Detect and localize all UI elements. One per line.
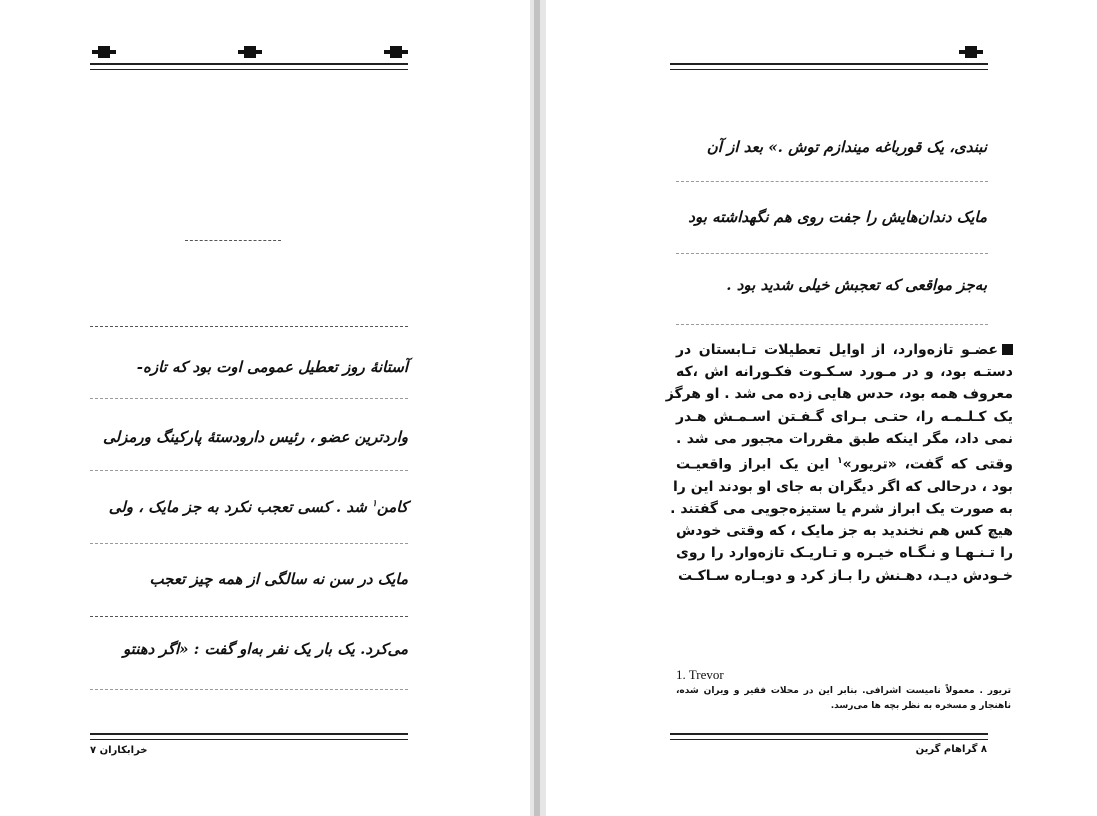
header-rule [670, 63, 988, 65]
text-segment: این یک ابراز واقعیـت [676, 456, 838, 473]
footer-rule [670, 733, 988, 735]
line-rule [90, 543, 408, 544]
body-line [676, 450, 1013, 476]
body-line: دستـه بود، و در مـورد سـکـوت فکـورانه اش ،که [676, 364, 1013, 381]
line-rule [676, 253, 988, 254]
body-line: را تـنـهـا و نـگـاه خیـره و تـاریـک تازه‌وارد را روی [676, 545, 1013, 562]
ornament-icon [238, 46, 262, 58]
right-page [546, 0, 1097, 816]
body-line: خـودش دیـد، دهـنش را بـاز کرد و دوبـاره سـاکـت [678, 567, 1013, 584]
separator [185, 240, 281, 241]
left-page [0, 0, 530, 816]
ornament-icon [384, 46, 408, 58]
text-line: واردترین عضو ، رئیس دارودستۀ پارکینگ ورمزلی [103, 428, 408, 446]
footer-rule [90, 739, 408, 740]
page-footer: خرابکاران ۷ [90, 745, 148, 756]
footnote-marker: ۱ [371, 499, 377, 509]
line-rule [90, 398, 408, 399]
text-line [109, 498, 408, 516]
footnote-text: تریور . معمولاً نامیست اشرافی. بنابر این در محلات فقیر و ویران شده، ناهنجار و مسخره به نظر بچه ها می‌رسد. [676, 686, 1011, 711]
page-divider [534, 0, 540, 816]
body-paragraph [665, 339, 1013, 587]
line-rule [90, 616, 408, 617]
line-rule [90, 326, 408, 327]
text-segment: شد . کسی تعجب نکرد به‌ جز مایک ، ولی [108, 498, 372, 516]
footnote-label: 1. Trevor [676, 667, 724, 682]
text-line: مایک در سن نه سالگی از همه‌ چیز تعجب [149, 570, 408, 588]
body-line [676, 339, 1013, 361]
ornament-icon [959, 46, 983, 58]
ornament-icon [92, 46, 116, 58]
footer-rule [670, 739, 988, 740]
header-rule [90, 69, 408, 70]
header-rule [90, 63, 408, 65]
body-line: معروف همه‌ بود، حدس هایی زده می شد . او هرگز [665, 386, 1013, 403]
body-line: نمی داد، مگر اینکه طبق مقررات مجبور می شد . [676, 430, 1013, 447]
text-segment: وقتی که گفت، «تریور» [842, 456, 1013, 473]
line-rule [90, 470, 408, 471]
line-rule [676, 181, 988, 182]
footnote-marker: ۱ [837, 456, 843, 467]
line-rule [90, 689, 408, 690]
text-segment: کامن [376, 498, 408, 516]
body-line: به‌ صورت یک ابراز شرم یا ستیزه‌جویی می گفتند . [670, 501, 1013, 518]
footer-rule [90, 733, 408, 735]
body-line: هیچ کس هم نخندید به جز مایک ، که وقتی خودش [676, 523, 1013, 540]
text-line: مایک دندان‌هایش را جفت روی هم نگهداشته بود [688, 208, 987, 226]
text-segment: عضـو تازه‌وارد، از اوایل تعطیلات تـابستان در [676, 342, 998, 358]
text-line: آستانۀ روز تعطیل عمومی اوت بود که تازه‌- [136, 358, 408, 376]
text-line: نبندی، یک قورباغه میندازم توش .» بعد از آن [706, 138, 987, 156]
text-line: به‌جز مواقعی که تعجبش خیلی شدید بود . [726, 276, 987, 294]
body-line: بود ، درحالی که اگر دیگران به جای او بودند این را [673, 478, 1013, 495]
body-line: یک کـلـمـه را، حتـی بـرای گـفـتن اسـمـش هـدر [676, 408, 1013, 425]
square-bullet-icon [1002, 344, 1013, 355]
page-footer: ۸ گراهام گرین [915, 744, 987, 755]
text-line: می‌کرد. یک بار یک نفر به‌او گفت : «اگر دهنتو [122, 640, 408, 658]
header-rule [670, 69, 988, 70]
line-rule [676, 324, 988, 325]
